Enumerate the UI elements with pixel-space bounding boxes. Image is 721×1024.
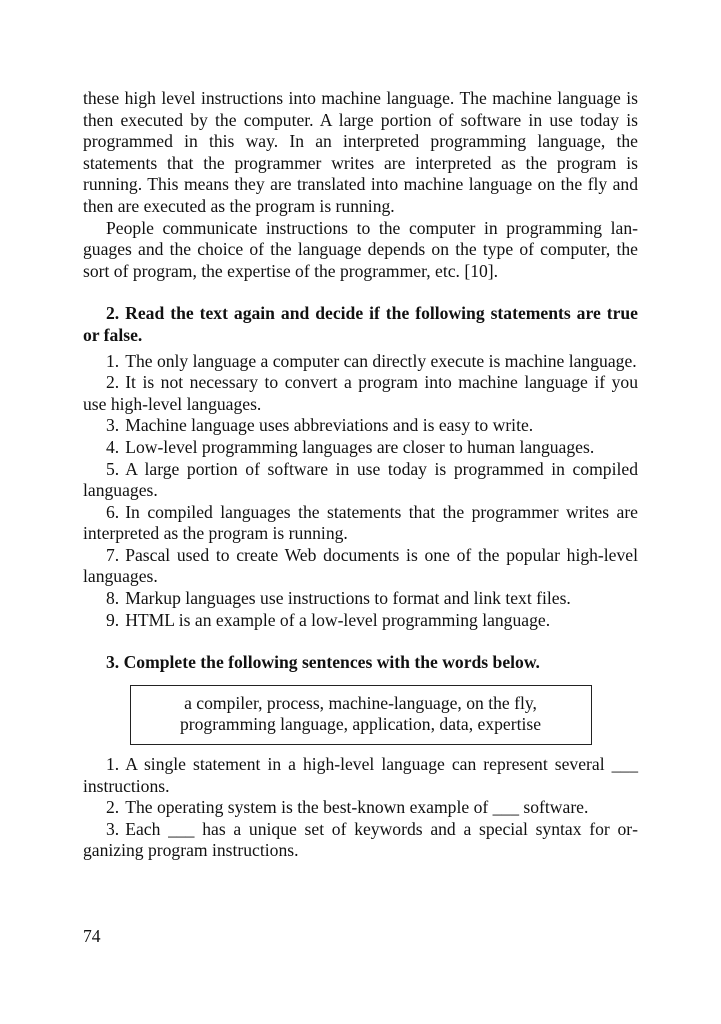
item-text: Machine language uses abbreviations and is easy to write.: [125, 415, 534, 436]
exercise-2-item: [83, 459, 638, 502]
exercise-3-item: [83, 754, 638, 797]
exercise-3-item: [83, 819, 638, 862]
exercise-3-item: [83, 797, 638, 819]
item-number: 3.: [106, 818, 120, 839]
exercise-3-list: [83, 754, 638, 862]
exercise-2-heading: 2. Read the text again and decide if the following statements are true or false.: [83, 303, 638, 345]
word-box-line-2: programming language, application, data, expertise: [179, 714, 542, 735]
item-number: 1.: [106, 350, 120, 371]
item-text: Pascal used to create Web documents is one of the popular high-level languages.: [83, 544, 638, 587]
item-text: The operating system is the best-known example of ___ software.: [125, 797, 589, 818]
item-text: It is not necessary to convert a program into machine language if you use high-level languages.: [83, 372, 638, 414]
item-number: 6.: [106, 501, 120, 522]
exercise-2-item: [83, 610, 638, 632]
intro-paragraph-1: these high level instructions into machine language. The machine language is then executed by the computer. A large portion of software in use today is programmed in this way. In an interpreted programming language, the statements that the programmer writes are interpreted as the program is running. This means they are translated into machine language on the fly and then are executed as the program is running.: [83, 88, 638, 216]
item-number: 8.: [106, 588, 120, 609]
item-text: The only language a computer can directly execute is machine language.: [125, 350, 637, 371]
exercise-2-item: [83, 351, 638, 373]
exercise-2-list: [83, 351, 638, 632]
word-box-line-1: a compiler, process, machine-language, on the fly,: [184, 692, 537, 713]
word-box: [130, 685, 592, 745]
exercise-3-heading: 3. Complete the following sentences with the words below.: [106, 652, 540, 673]
exercise-2-item: [83, 545, 638, 588]
item-text: A large portion of software in use today is programmed in compiled languages.: [83, 458, 638, 501]
item-number: 5.: [106, 458, 120, 479]
item-text: HTML is an example of a low-level programming language.: [125, 609, 551, 630]
item-number: 2.: [106, 372, 120, 393]
exercise-2-item: [83, 588, 638, 610]
exercise-2-item: [83, 372, 638, 415]
exercise-2-item: [83, 502, 638, 545]
item-number: 1.: [106, 754, 120, 775]
item-number: 7.: [106, 544, 120, 565]
item-text: Low-level programming languages are closer to human languages.: [125, 436, 595, 457]
item-number: 2.: [106, 797, 120, 818]
exercise-2-item: [83, 437, 638, 459]
item-number: 3.: [106, 415, 120, 436]
page-number: 74: [83, 926, 101, 946]
item-text: In compiled languages the statements that the programmer writes are interpreted as the program is running.: [83, 501, 638, 544]
exercise-2-item: [83, 415, 638, 437]
item-text: Each ___ has a unique set of keywords and a special syntax for organizing program instructions.: [83, 818, 638, 861]
item-number: 9.: [106, 609, 120, 630]
item-number: 4.: [106, 436, 120, 457]
item-text: Markup languages use instructions to format and link text files.: [125, 588, 571, 609]
page-body: [83, 88, 638, 862]
intro-paragraph-2: People communicate instructions to the computer in programming languages and the choice of the language depends on the type of computer, the sort of program, the expertise of the programmer, etc. [10].: [83, 217, 638, 281]
item-text: A single statement in a high-level language can represent several ___ instructions.: [83, 754, 638, 796]
